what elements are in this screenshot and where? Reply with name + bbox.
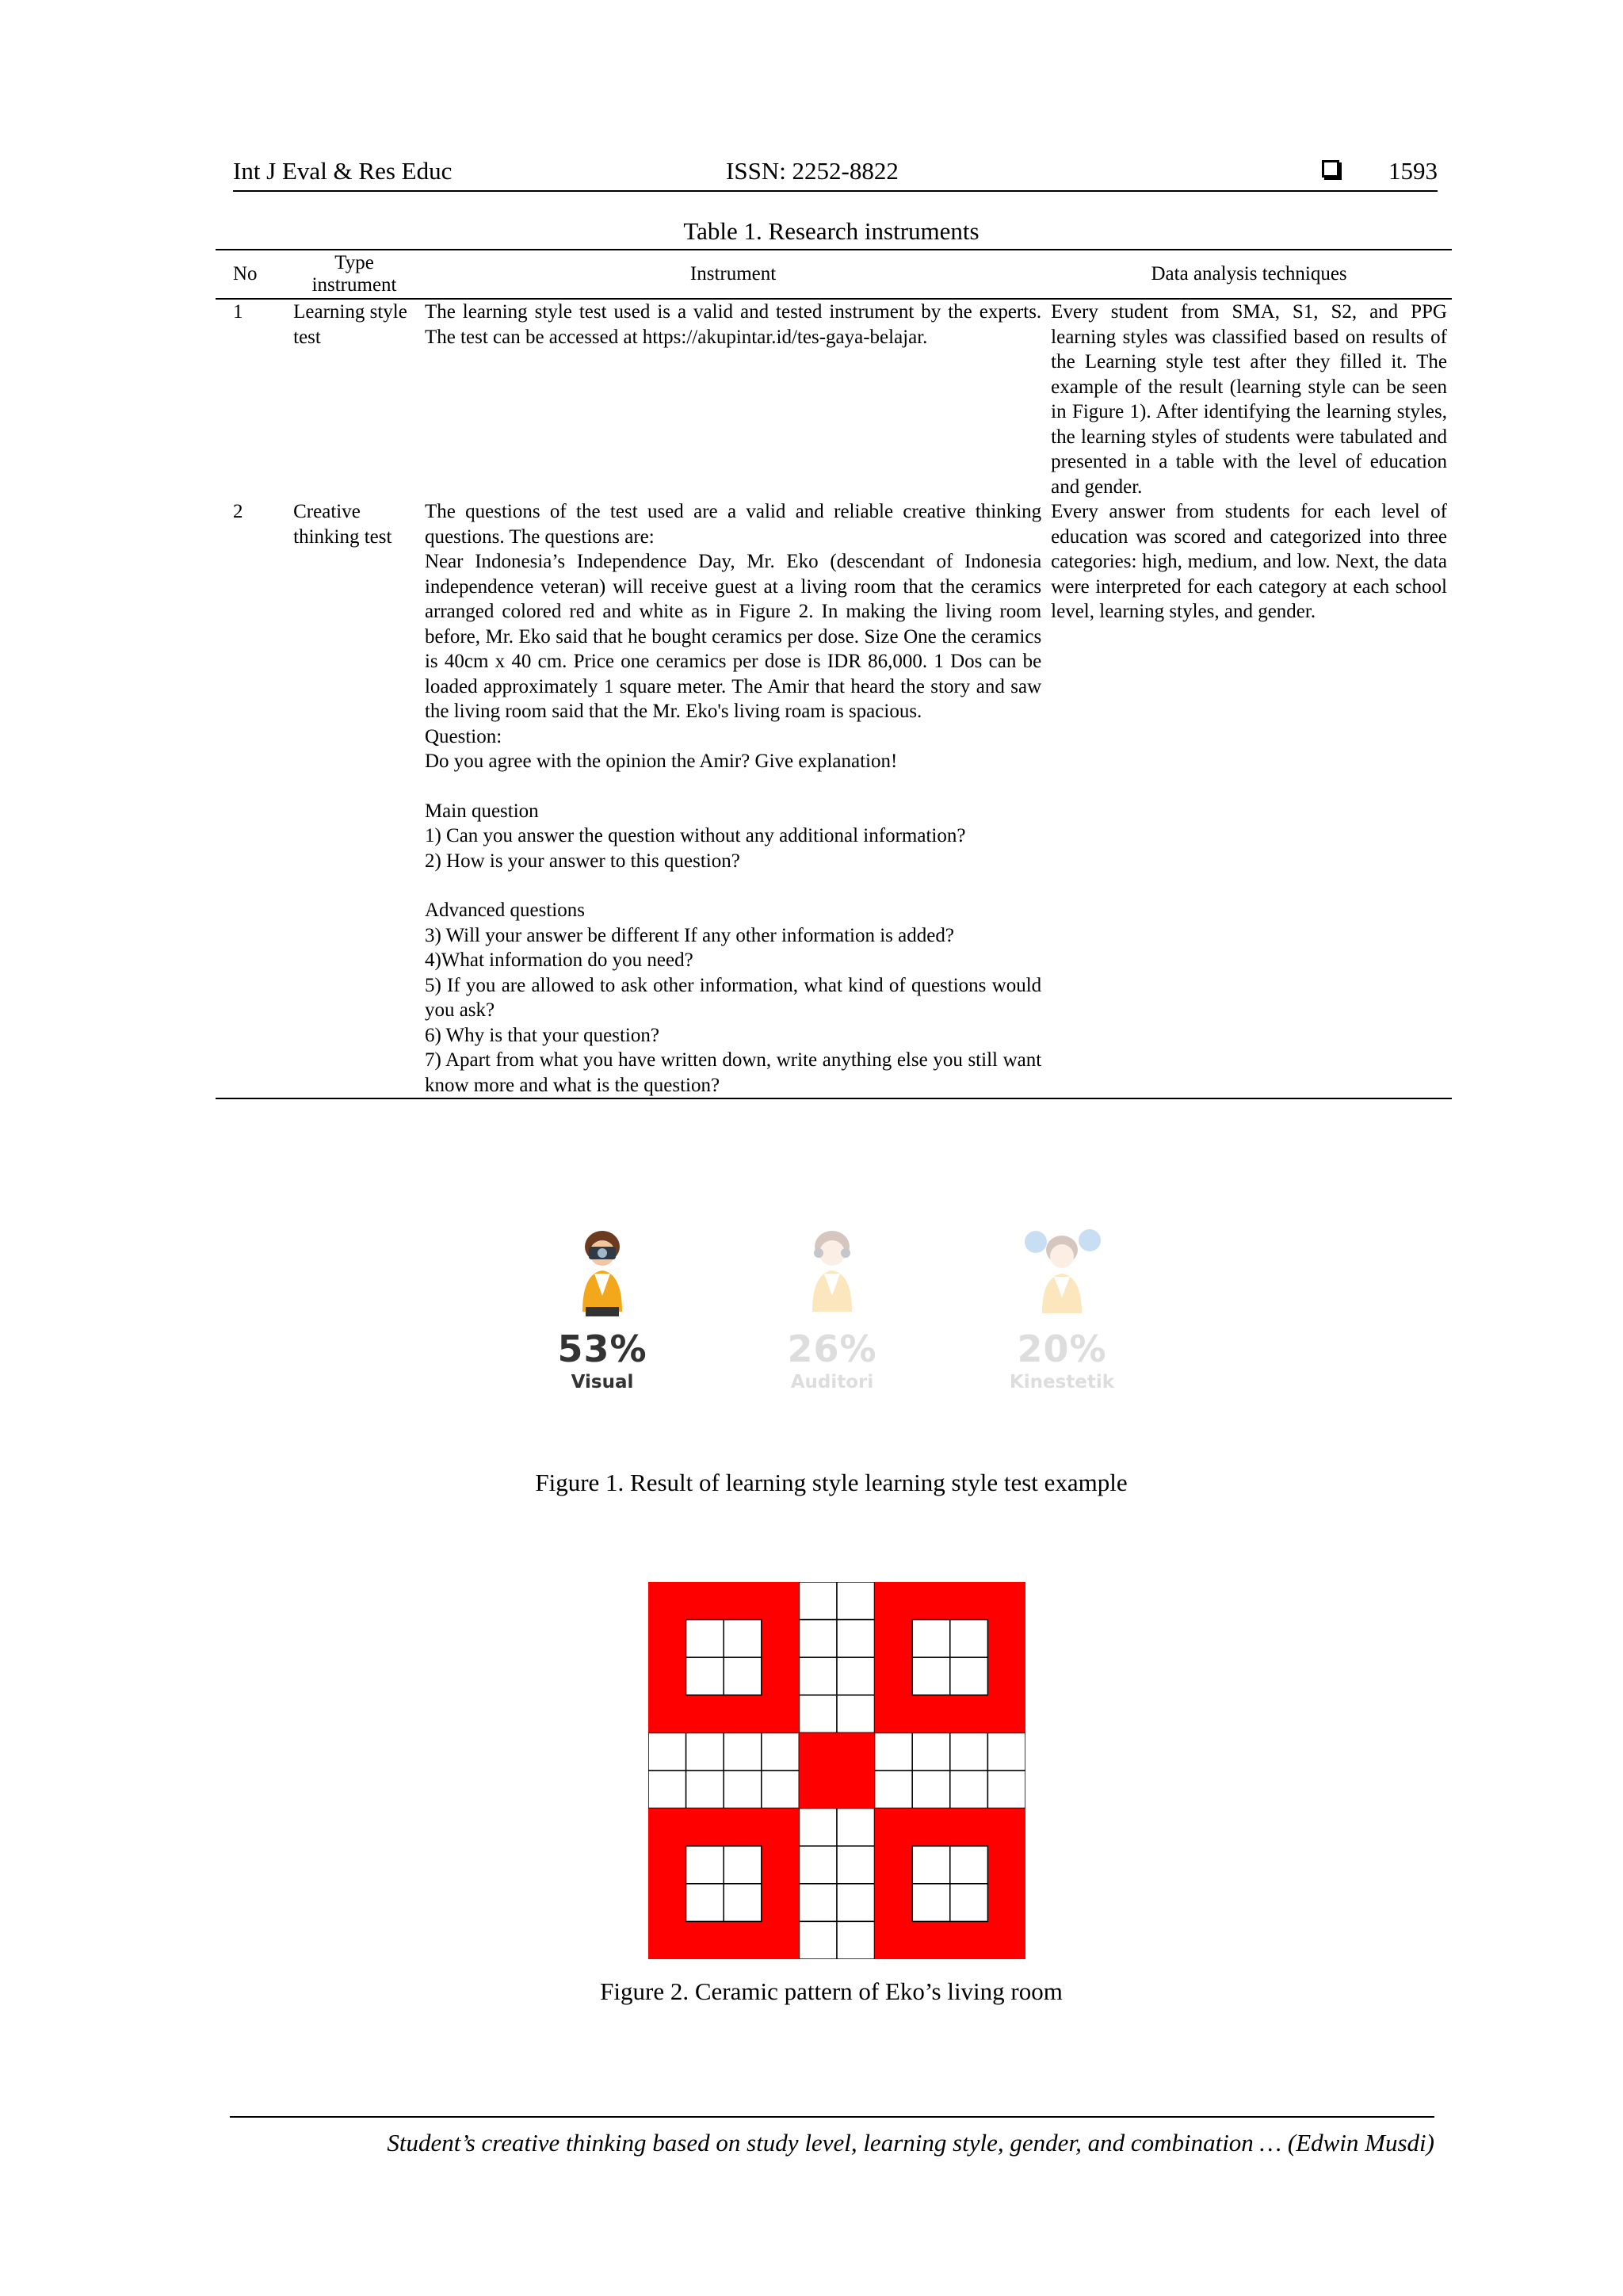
advanced-question-3: 3) Will your answer be different If any other information is added? bbox=[424, 924, 954, 946]
white-tile bbox=[799, 1657, 837, 1695]
learning-style-visual bbox=[523, 1224, 682, 1392]
white-tile bbox=[950, 1771, 988, 1809]
white-tile bbox=[912, 1733, 950, 1771]
white-tile bbox=[799, 1921, 837, 1959]
instrument-story: Near Indonesia’s Independence Day, Mr. Eko (descendant of Indonesia independence veteran) will receive guest at a living room that the ceramics arranged colored red and white as in Figure 2. In making the living room before, Mr. Eko said that he bought ceramics per dose. Size One the ceramics is 40cm x 40 cm. Price one ceramics per dose is IDR 86,000. 1 Dos can be loaded approximately 1 square meter. The Amir that heard the story and saw the living room said that the Mr. Eko's living roam is spacious. bbox=[424, 551, 1042, 722]
white-tile bbox=[912, 1657, 950, 1695]
ceramic-pattern-figure bbox=[648, 1582, 1025, 1959]
instrument-intro: The questions of the test used are a valid and reliable creative thinking questions. The questions are: bbox=[424, 501, 1042, 548]
white-tile bbox=[686, 1733, 724, 1771]
table-caption: Table 1. Research instruments bbox=[683, 217, 980, 245]
white-tile bbox=[837, 1884, 875, 1922]
row-type: Learning style test bbox=[293, 301, 407, 348]
white-tile bbox=[837, 1809, 875, 1847]
white-tile bbox=[799, 1809, 837, 1847]
white-tile bbox=[686, 1620, 724, 1658]
header-type: Type instrument bbox=[288, 250, 420, 299]
white-tile bbox=[837, 1846, 875, 1884]
white-tile bbox=[950, 1620, 988, 1658]
running-footer bbox=[230, 2116, 1434, 2157]
visual-label: Visual bbox=[571, 1372, 634, 1392]
header-no: No bbox=[216, 250, 288, 299]
row-instrument: The learning style test used is a valid and tested instrument by the experts. The test can be accessed at https://akupintar.id/tes-gaya-belajar. bbox=[424, 301, 1042, 348]
ceramic-tile-grid bbox=[648, 1582, 1025, 1959]
row-no: 1 bbox=[233, 301, 243, 323]
white-tile bbox=[912, 1620, 950, 1658]
white-tile bbox=[950, 1733, 988, 1771]
header-instrument: Instrument bbox=[420, 250, 1046, 299]
learning-style-kinestetik bbox=[983, 1224, 1141, 1392]
white-tile bbox=[987, 1733, 1025, 1771]
page-number: 1593 bbox=[1388, 157, 1438, 185]
advanced-question-5: 5) If you are allowed to ask other information, what kind of questions would you ask? bbox=[424, 974, 1042, 1021]
white-tile bbox=[724, 1733, 762, 1771]
white-tile bbox=[799, 1582, 837, 1620]
issn: ISSN: 2252-8822 bbox=[726, 157, 899, 185]
white-tile bbox=[799, 1884, 837, 1922]
white-tile bbox=[875, 1771, 913, 1809]
white-tile bbox=[724, 1771, 762, 1809]
white-tile bbox=[648, 1733, 686, 1771]
white-tile bbox=[799, 1846, 837, 1884]
white-tile bbox=[686, 1771, 724, 1809]
table-row bbox=[216, 299, 1452, 499]
white-tile bbox=[686, 1657, 724, 1695]
visual-percent: 53% bbox=[557, 1328, 647, 1370]
red-center-block bbox=[799, 1733, 874, 1808]
white-tile bbox=[912, 1771, 950, 1809]
kinestetik-percent: 20% bbox=[1017, 1328, 1107, 1370]
journal-name: Int J Eval & Res Educ bbox=[233, 157, 453, 185]
white-tile bbox=[762, 1733, 800, 1771]
white-tile bbox=[799, 1695, 837, 1733]
row-no: 2 bbox=[216, 499, 288, 1098]
white-tile bbox=[875, 1733, 913, 1771]
learning-style-result-figure bbox=[523, 1224, 1141, 1446]
table-header-row bbox=[216, 250, 1452, 299]
advanced-question-7: 7) Apart from what you have written down, write anything else you still want know more and what is the question? bbox=[424, 1049, 1042, 1096]
question-text: Do you agree with the opinion the Amir? Give explanation! bbox=[424, 751, 898, 772]
table-row bbox=[216, 499, 1452, 1098]
white-tile bbox=[724, 1620, 762, 1658]
row-instrument bbox=[420, 499, 1046, 1098]
white-tile bbox=[837, 1657, 875, 1695]
header-technique: Data analysis techniques bbox=[1046, 250, 1452, 299]
learning-style-auditori bbox=[753, 1224, 911, 1392]
white-tile bbox=[912, 1884, 950, 1922]
white-tile bbox=[724, 1884, 762, 1922]
auditori-label: Auditori bbox=[790, 1372, 874, 1392]
kinestetik-label: Kinestetik bbox=[1009, 1372, 1115, 1392]
white-tile bbox=[950, 1884, 988, 1922]
white-tile bbox=[724, 1657, 762, 1695]
moving-person-icon bbox=[1018, 1224, 1106, 1320]
white-tile bbox=[686, 1884, 724, 1922]
row-technique: Every student from SMA, S1, S2, and PPG learning styles was classified based on results of the Learning style test after they filled it. The example of the result (learning style can be seen in Figure 1). After identifying the learning styles, the learning styles of students were tabulated and presented in a table with the level of education and gender. bbox=[1051, 301, 1447, 498]
white-tile bbox=[799, 1620, 837, 1658]
running-header bbox=[233, 152, 1438, 192]
white-tile bbox=[724, 1846, 762, 1884]
checkbox-square-icon bbox=[1322, 160, 1339, 178]
camera-person-icon bbox=[559, 1224, 646, 1320]
white-tile bbox=[987, 1771, 1025, 1809]
row-technique: Every answer from students for each level of education was scored and categorized into three categories: high, medium, and low. Next, the data were interpreted for each category at each school level, learning styles, and gender. bbox=[1046, 499, 1452, 1098]
white-tile bbox=[686, 1846, 724, 1884]
white-tile bbox=[837, 1582, 875, 1620]
figure1-caption: Figure 1. Result of learning style learning style test example bbox=[535, 1469, 1128, 1496]
advanced-question-4: 4)What information do you need? bbox=[424, 949, 693, 971]
advanced-question-6: 6) Why is that your question? bbox=[424, 1024, 659, 1046]
white-tile bbox=[912, 1846, 950, 1884]
white-tile bbox=[837, 1695, 875, 1733]
figure2-caption: Figure 2. Ceramic pattern of Eko’s living room bbox=[600, 1977, 1063, 2005]
main-question-2: 2) How is your answer to this question? bbox=[424, 850, 740, 872]
white-tile bbox=[950, 1657, 988, 1695]
white-tile bbox=[837, 1921, 875, 1959]
auditori-percent: 26% bbox=[787, 1328, 877, 1370]
white-tile bbox=[950, 1846, 988, 1884]
research-instruments-table bbox=[216, 249, 1452, 1099]
footer-text: Student’s creative thinking based on study level, learning style, gender, and combination … (Edwin Musdi) bbox=[387, 2129, 1434, 2157]
white-tile bbox=[648, 1771, 686, 1809]
main-question-1: 1) Can you answer the question without any additional information? bbox=[424, 825, 966, 846]
row-type: Creative thinking test bbox=[288, 499, 420, 1098]
advanced-question-label: Advanced questions bbox=[424, 900, 585, 921]
main-question-label: Main question bbox=[424, 800, 539, 822]
spacer bbox=[425, 774, 1041, 799]
question-label: Question: bbox=[424, 725, 502, 747]
spacer bbox=[425, 873, 1041, 898]
white-tile bbox=[837, 1620, 875, 1658]
listening-person-icon bbox=[789, 1224, 876, 1320]
white-tile bbox=[762, 1771, 800, 1809]
